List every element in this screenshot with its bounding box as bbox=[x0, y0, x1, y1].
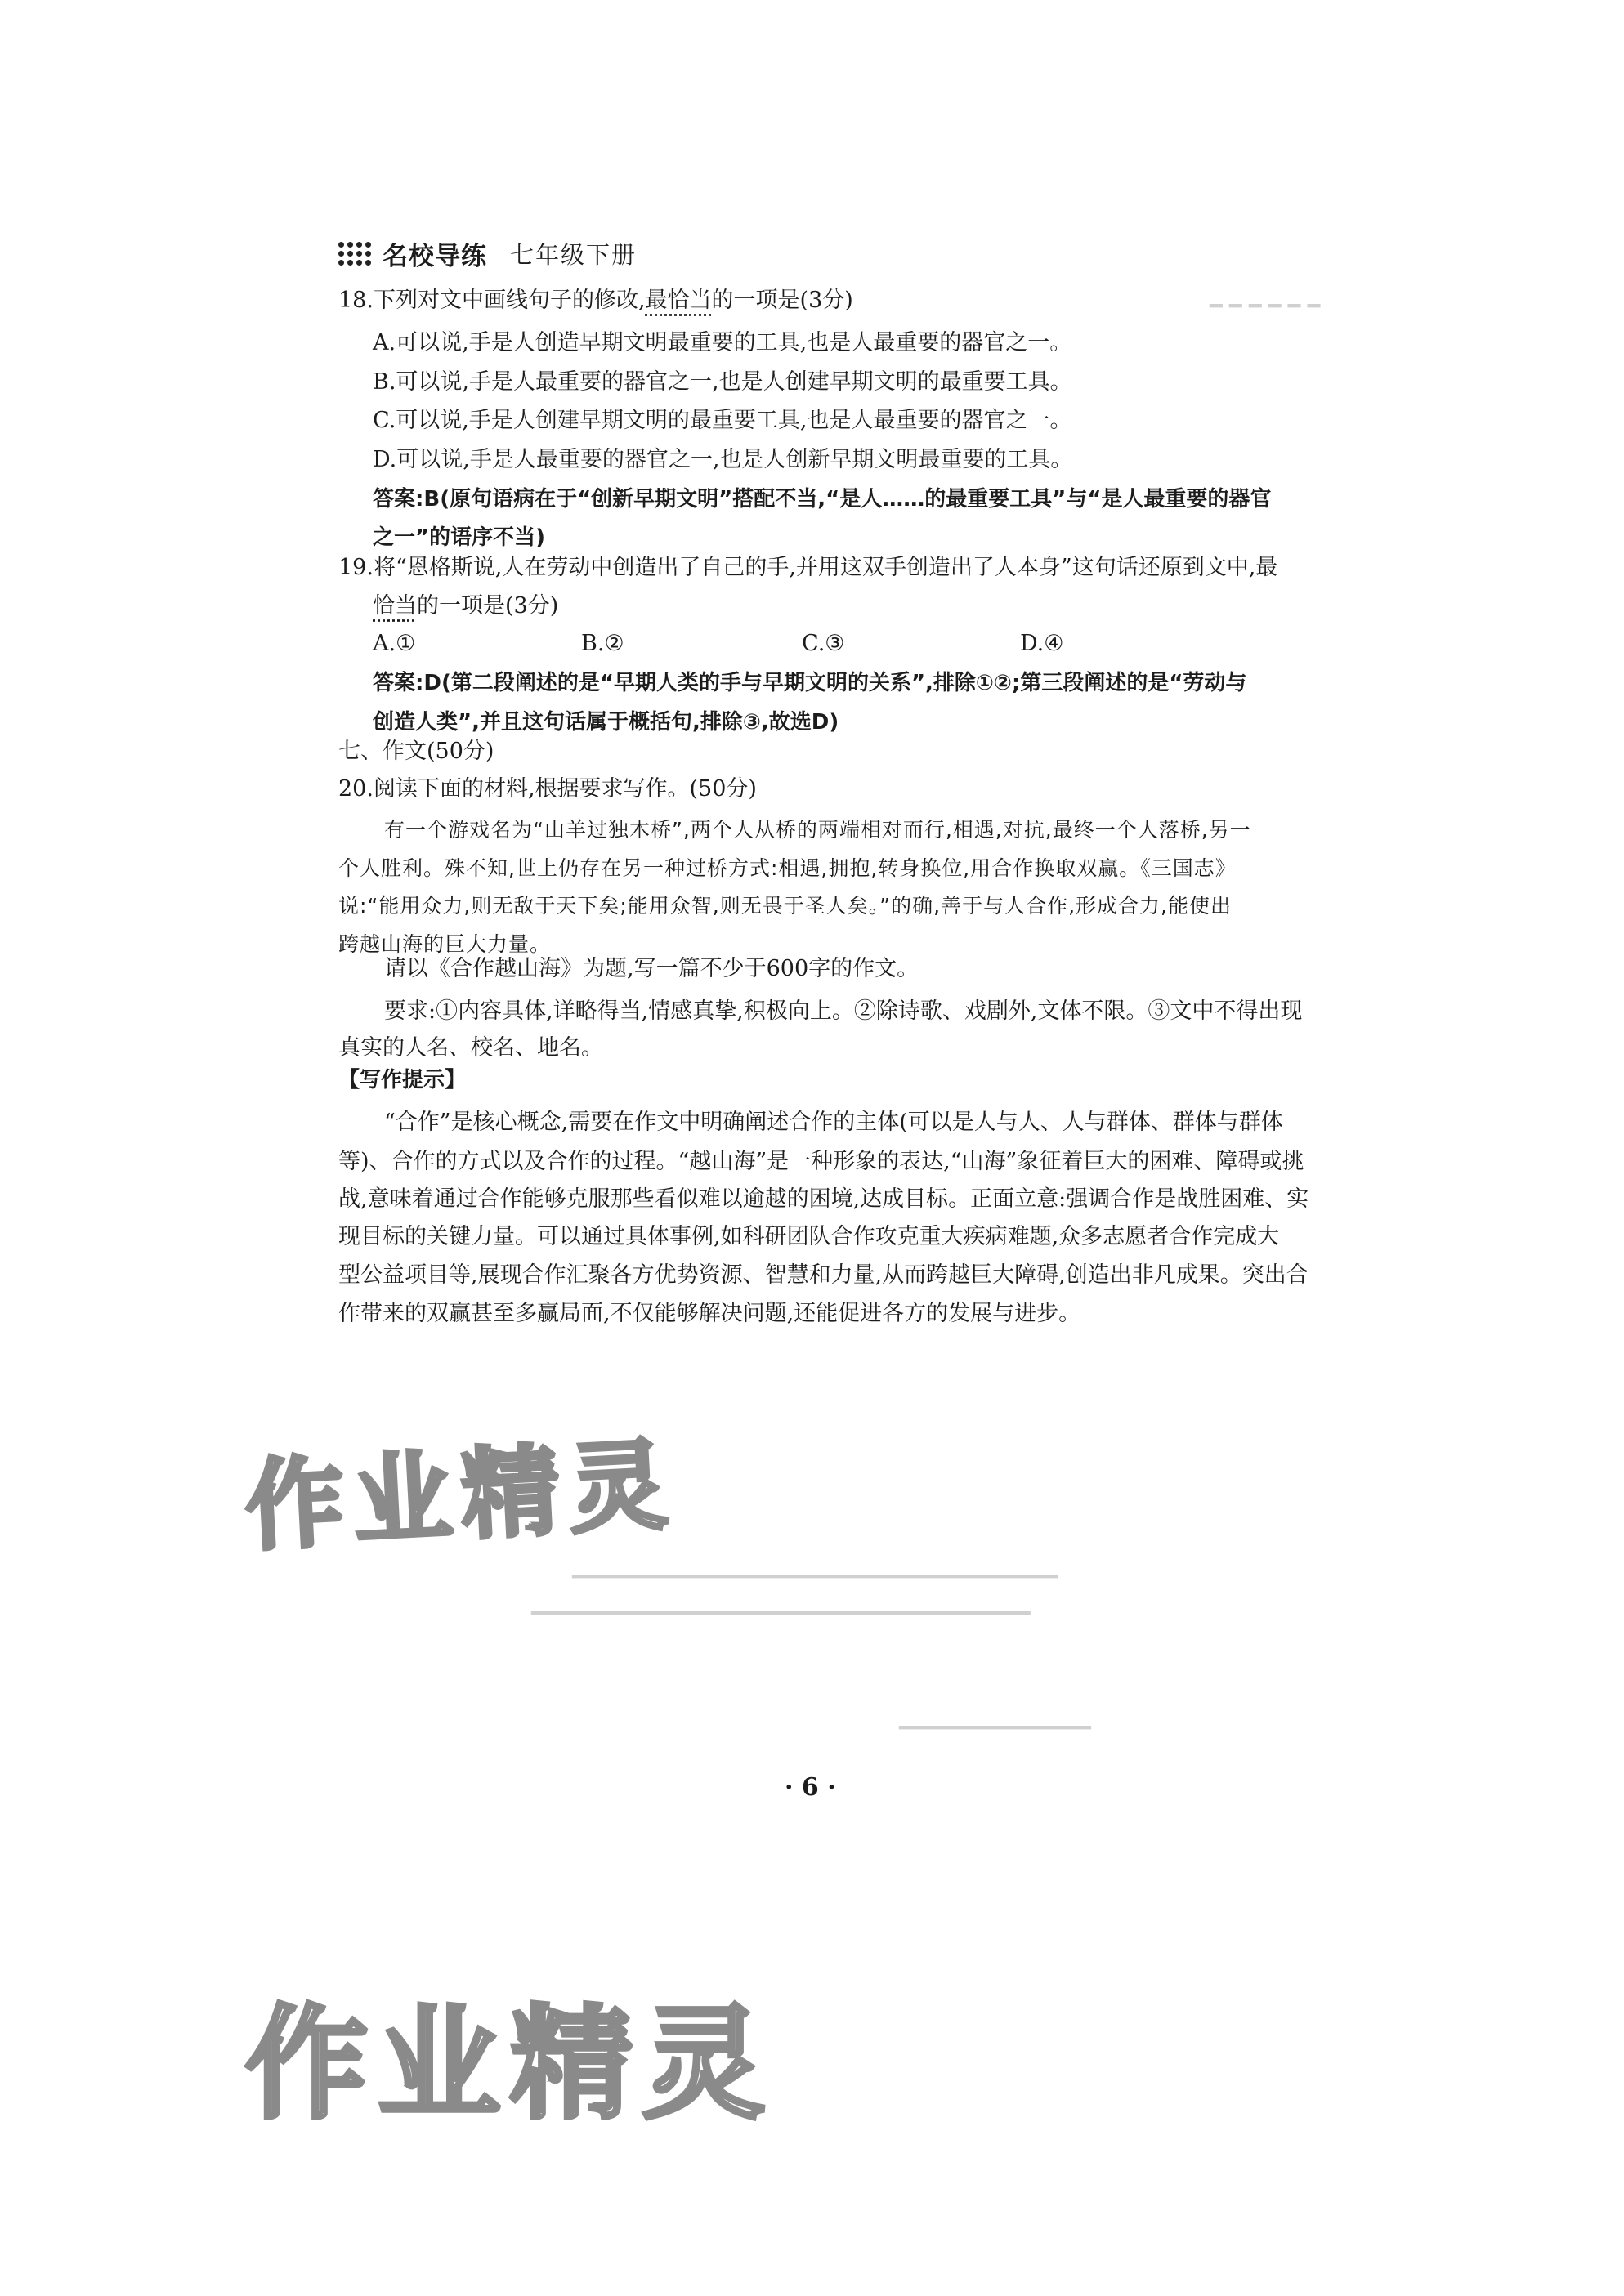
header-grade: 七年级下册 bbox=[510, 241, 638, 269]
q20-prompt: 请以《合作越山海》为题,写一篇不少于600字的作文。 bbox=[384, 956, 919, 981]
q19-answer-line2: 创造人类”,并且这句话属于概括句,排除③,故选D) bbox=[373, 710, 839, 735]
tips-line: 战,意味着通过合作能够克服那些看似难以逾越的困境,达成目标。正面立意:强调合作是战胜困难、实 bbox=[338, 1186, 1309, 1212]
q18-answer-line2: 之一”的语序不当) bbox=[373, 525, 545, 550]
q20-stem: 20.阅读下面的材料,根据要求写作。(50分) bbox=[338, 776, 757, 802]
section-heading: 七、作文(50分) bbox=[338, 739, 494, 764]
q19-stem-line1: 19.将“恩格斯说,人在劳动中创造出了自己的手,并用这双手创造出了人本身”这句话还原到文中,最 bbox=[338, 555, 1278, 580]
q19-options bbox=[373, 629, 1108, 659]
show-through-text: ━━━━━━━━━━━━━━━ bbox=[899, 1716, 1091, 1740]
q18-answer-line1: 答案:B(原句语病在于“创新早期文明”搭配不当,“是人……的最重要工具”与“是人最重要的器官 bbox=[373, 487, 1272, 511]
q19-stem-line2: 恰当的一项是(3分) bbox=[373, 593, 559, 619]
header-brand: 名校导练 bbox=[383, 242, 487, 271]
q20-material-line: 有一个游戏名为“山羊过独木桥”,两个人从桥的两端相对而行,相遇,对抗,最终一个人落桥,另一 bbox=[384, 818, 1251, 842]
show-through-text: ━━━━━━━━━━━━━━━━━━━━━━━━━━━━━━━━━━━━━━━ bbox=[531, 1601, 1031, 1626]
header-dots-icon bbox=[338, 242, 371, 266]
tips-line: 现目标的关键力量。可以通过具体事例,如科研团队合作攻克重大疾病难题,众多志愿者合作完成大 bbox=[338, 1224, 1280, 1249]
q18-stem: 18.下列对文中画线句子的修改,最恰当的一项是(3分) bbox=[338, 288, 853, 313]
tips-line: “合作”是核心概念,需要在作文中明确阐述合作的主体(可以是人与人、人与群体、群体与群体 bbox=[384, 1110, 1283, 1135]
q19-emphasis: 恰当 bbox=[373, 593, 417, 619]
page-header bbox=[338, 235, 637, 272]
tips-line: 型公益项目等,展现合作汇聚各方优势资源、智慧和力量,从而跨越巨大障碍,创造出非凡成果。突出合 bbox=[338, 1262, 1309, 1288]
q19-option-a: A.① bbox=[373, 631, 416, 656]
show-through-text: ━━━━━━━━━━━━━━━━━━━━━━━━━━━━━━━━━━━━━━ bbox=[572, 1565, 1058, 1589]
tips-line: 等)、合作的方式以及合作的过程。“越山海”是一种形象的表达,“山海”象征着巨大的困难、障碍或挑 bbox=[338, 1149, 1304, 1174]
q20-requirement-line1: 要求:①内容具体,详略得当,情感真挚,积极向上。②除诗歌、戏剧外,文体不限。③文中不得出现 bbox=[384, 998, 1303, 1024]
tips-line: 作带来的双赢甚至多赢局面,不仅能够解决问题,还能促进各方的发展与进步。 bbox=[338, 1301, 1081, 1326]
show-through-text: ━ ━ ━ ━ ━ ━ bbox=[1210, 294, 1321, 319]
watermark-logo: 作业精灵 bbox=[243, 1428, 680, 1565]
q19-option-d: D.④ bbox=[1020, 631, 1064, 656]
q18-option-d: D.可以说,手是人最重要的器官之一,也是人创新早期文明最重要的工具。 bbox=[373, 447, 1073, 472]
q18-emphasis: 最恰当 bbox=[645, 288, 712, 313]
q20-requirement-line2: 真实的人名、校名、地名。 bbox=[338, 1035, 603, 1061]
tips-title: 【写作提示】 bbox=[338, 1068, 467, 1092]
q18-option-b: B.可以说,手是人最重要的器官之一,也是人创建早期文明的最重要工具。 bbox=[373, 369, 1072, 395]
q20-material-line: 说:“能用众力,则无敌于天下矣;能用众智,则无畏于圣人矣。”的确,善于与人合作,形成合力,能使出 bbox=[338, 894, 1232, 918]
q18-option-a: A.可以说,手是人创造早期文明最重要的工具,也是人最重要的器官之一。 bbox=[373, 330, 1072, 355]
page-number: · 6 · bbox=[785, 1773, 836, 1802]
watermark-logo: 作业精灵 bbox=[245, 1994, 776, 2136]
q19-option-b: B.② bbox=[581, 631, 624, 656]
q20-material-line: 跨越山海的巨大力量。 bbox=[338, 932, 552, 956]
q19-option-c: C.③ bbox=[802, 631, 845, 656]
q18-option-c: C.可以说,手是人创建早期文明的最重要工具,也是人最重要的器官之一。 bbox=[373, 408, 1072, 433]
q19-answer-line1: 答案:D(第二段阐述的是“早期人类的手与早期文明的关系”,排除①②;第三段阐述的是“劳动与 bbox=[373, 671, 1247, 695]
q20-material-line: 个人胜利。殊不知,世上仍存在另一种过桥方式:相遇,拥抱,转身换位,用合作换取双赢。《三国志》 bbox=[338, 856, 1237, 880]
